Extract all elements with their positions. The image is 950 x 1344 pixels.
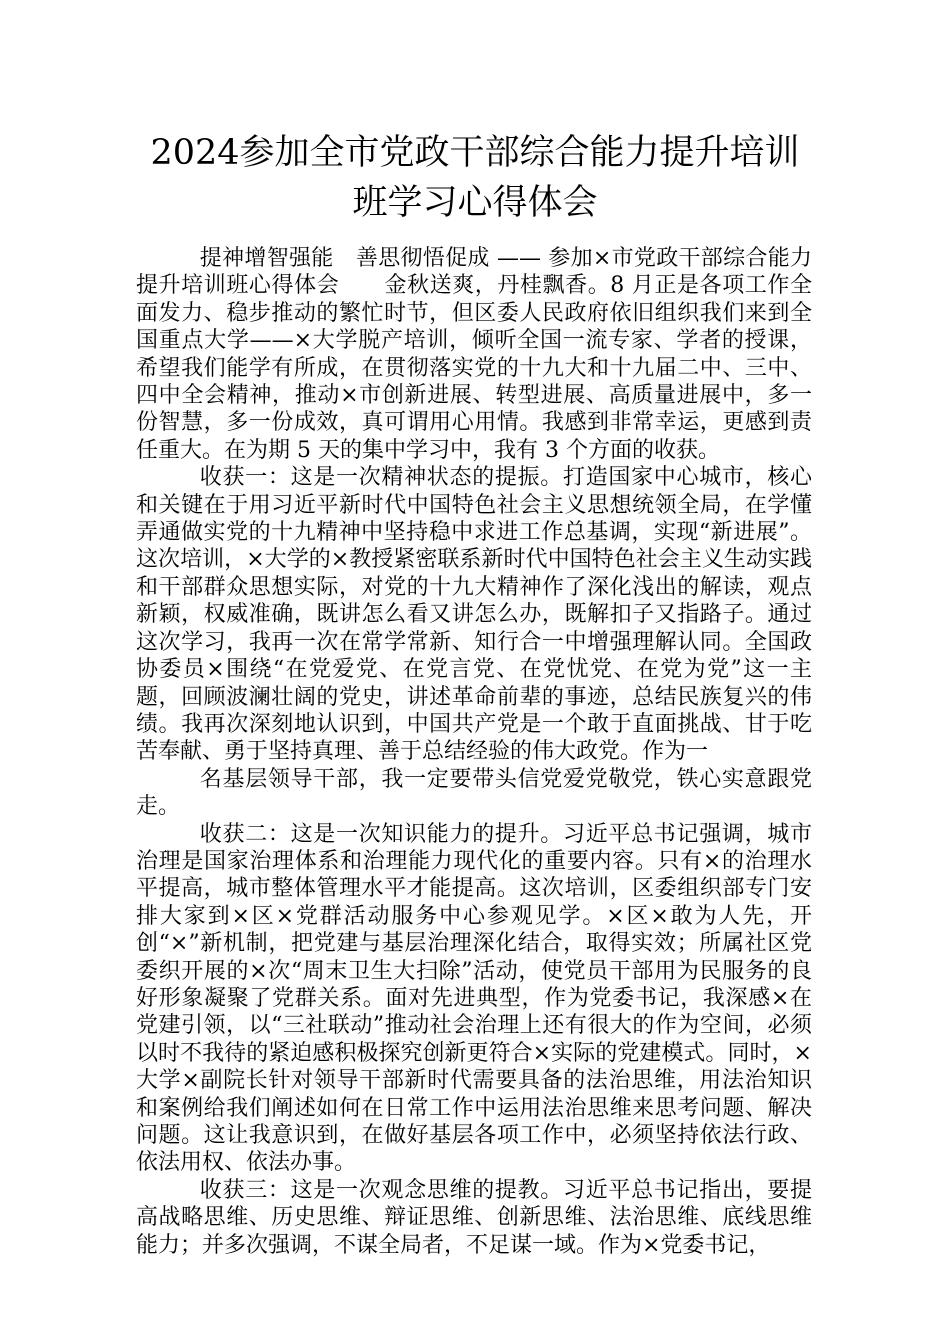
document-body: [136, 245, 812, 1259]
title-line-2: 班学习心得体会: [352, 183, 598, 223]
paragraph-harvest-two: 收获二：这是一次知识能力的提升。习近平总书记强调，城市治理是国家治理体系和治理能力现代化的重要内容。只有×的治理水平提高，城市整体管理水平才能提高。这次培训，区委组织部专门安排大家到×区×党群活动服务中心参观见学。×区×敢为人先，开创“×”新机制，把党建与基层治理深化结合，取得实效；所属社区党委织开展的×次“周末卫生大扫除”活动，使党员干部用为民服务的良好形象凝聚了党群关系。面对先进典型，作为党委书记，我深感×在党建引领，以“三社联动”推动社会治理上还有很大的作为空间，必须以时不我待的紧迫感积极探究创新更符合×实际的党建模式。同时，×大学×副院长针对领导干部新时代需要具备的法治思维，用法治知识和案例给我们阐述如何在日常工作中运用法治思维来思考问题、解决问题。这让我意识到，在做好基层各项工作中，必须坚持依法行政、依法用权、依法办事。: [136, 821, 812, 1176]
title-line-1: 2024参加全市党政干部综合能力提升培训: [150, 133, 800, 173]
document-title: [120, 128, 830, 228]
paragraph-harvest-one-continued: 名基层领导干部，我一定要带头信党爱党敬党，铁心实意跟党走。: [136, 766, 812, 820]
paragraph-harvest-one: 收获一：这是一次精神状态的提振。打造国家中心城市，核心和关键在于用习近平新时代中国特色社会主义思想统领全局，在学懂弄通做实党的十九精神中坚持稳中求进工作总基调，实现“新进展”。这次培训，×大学的×教授紧密联系新时代中国特色社会主义生动实践和干部群众思想实际，对党的十九大精神作了深化浅出的解读，观点新颖，权威准确，既讲怎么看又讲怎么办，既解扣子又指路子。通过这次学习，我再一次在常学常新、知行合一中增强理解认同。全国政协委员×围绕“在党爱党、在党言党、在党忧党、在党为党”这一主题，回顾波澜壮阔的党史，讲述革命前辈的事迹，总结民族复兴的伟绩。我再次深刻地认识到，中国共产党是一个敢于直面挑战、甘于吃苦奉献、勇于坚持真理、善于总结经验的伟大政党。作为一: [136, 465, 812, 765]
paragraph-harvest-three: 收获三：这是一次观念思维的提教。习近平总书记指出，要提高战略思维、历史思维、辩证思维、创新思维、法治思维、底线思维能力；并多次强调，不谋全局者，不足谋一域。作为×党委书记，: [136, 1177, 812, 1258]
paragraph-intro: 提神增智强能 善思彻悟促成 —— 参加×市党政干部综合能力提升培训班心得体会 金秋送爽，丹桂飘香。8 月正是各项工作全面发力、稳步推动的繁忙时节，但区委人民政府依旧组织我们来到全国重点大学——×大学脱产培训，倾听全国一流专家、学者的授课，希望我们能学有所成，在贯彻落实党的十九大和十九届二中、三中、四中全会精神，推动×市创新进展、转型进展、高质量进展中，多一份智慧，多一份成效，真可谓用心用情。我感到非常幸运，更感到责任重大。在为期 5 天的集中学习中，我有 3 个方面的收获。: [136, 246, 812, 463]
